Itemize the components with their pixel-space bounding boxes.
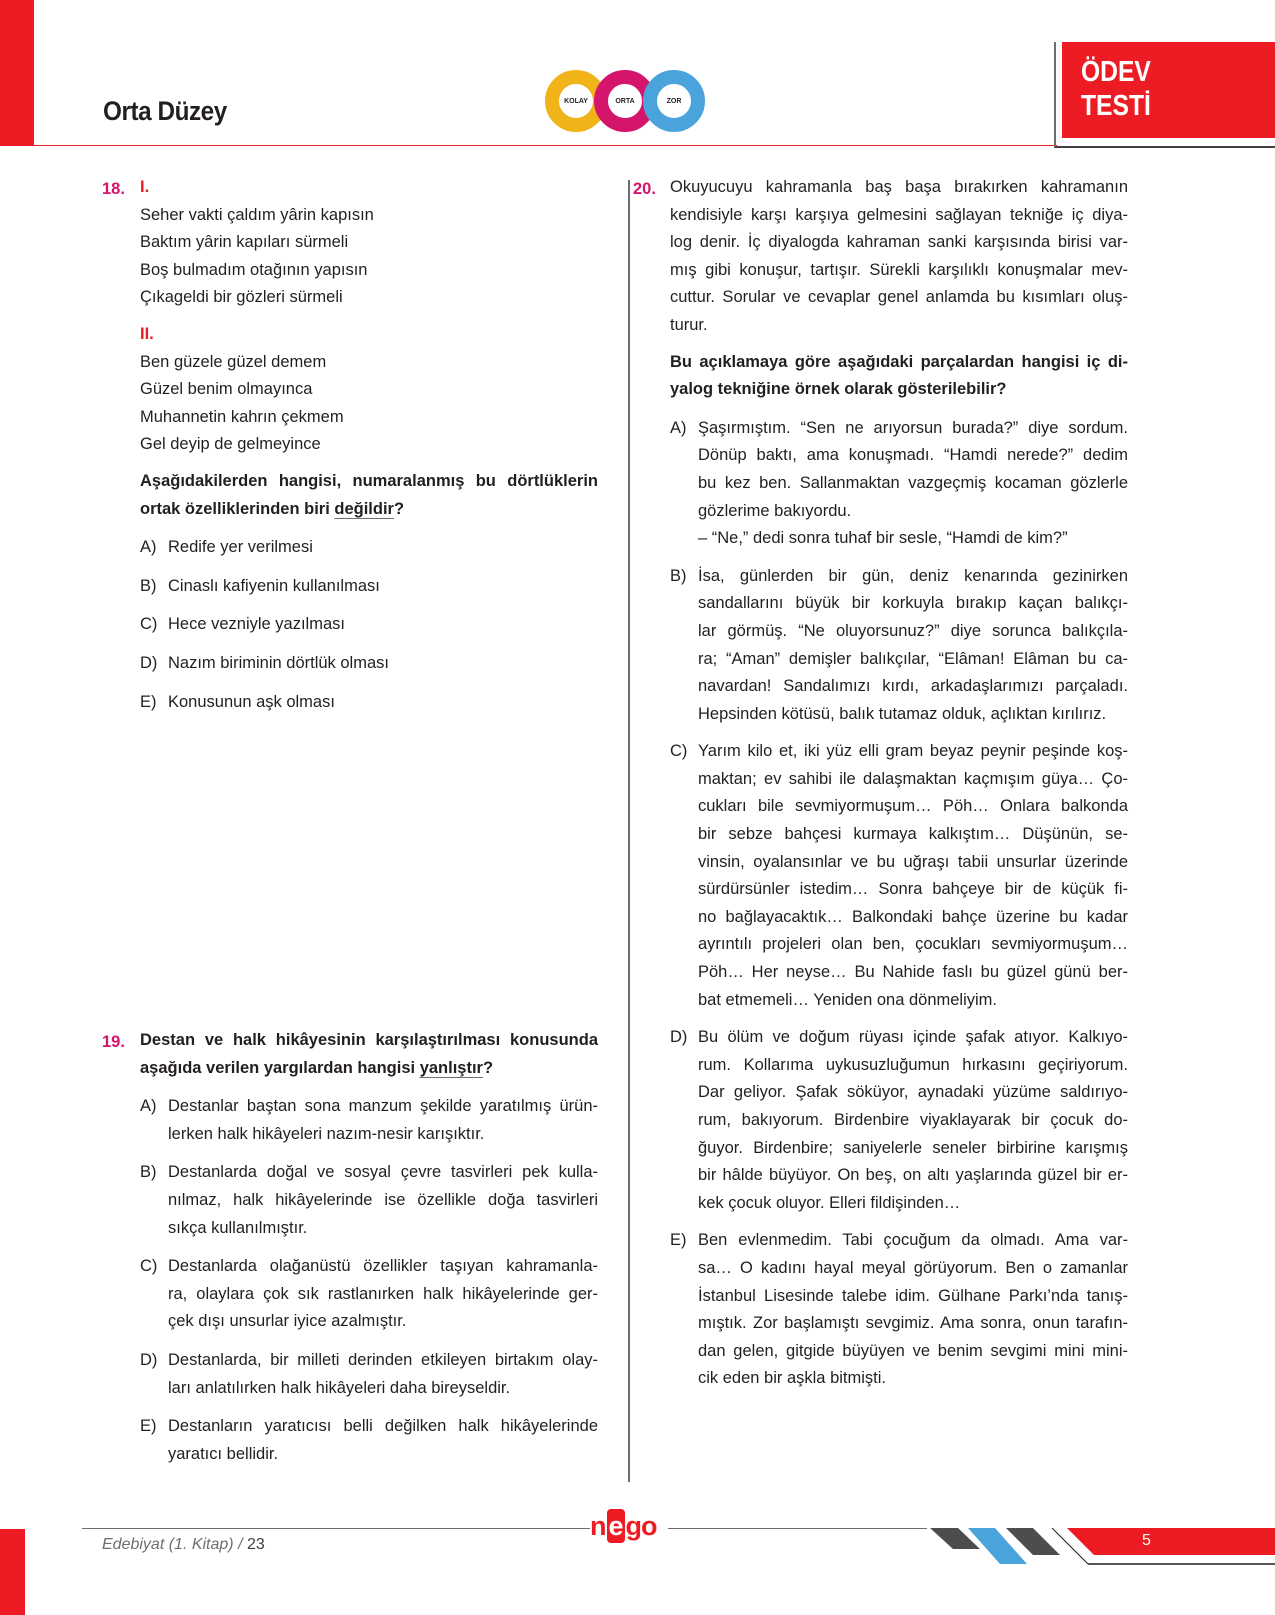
red-side-bar-bottom <box>0 1529 25 1615</box>
header-rule <box>0 145 1057 146</box>
question-stem <box>140 468 598 523</box>
option-line: yaratıcı bellidir. <box>168 1444 279 1463</box>
footer-stripes-decoration <box>930 1528 1275 1568</box>
option-line: Dönüp baktı, ama konuşmadı. “Hamdi nerede?” dedim <box>698 446 1128 465</box>
option-line: maktan; ev sahibi ile dalaşmaktan kaçmışım güya… Ço- <box>698 769 1128 788</box>
option-text: Konusunun aşk olması <box>168 692 335 711</box>
question-stem <box>670 349 1128 404</box>
column-divider <box>628 180 630 1482</box>
badge-line-1: ÖDEV <box>1081 56 1151 88</box>
intro-line: Okuyucuyu kahramanla baş başa bırakırken kahramanın <box>670 178 1128 196</box>
stem-text: ? <box>393 499 405 518</box>
option-line: ğuyor. Birdenbire; saniyelerle seneler birbirine karışmış <box>698 1138 1128 1157</box>
option-label: B) <box>140 576 157 595</box>
option-line: İsa, günlerden bir gün, deniz kenarında gezinirken <box>698 566 1128 585</box>
option-line: rum. Kollarıma uykusuzluğumun hırkasını geçiriyorum. <box>698 1055 1128 1074</box>
option-label: E) <box>140 692 157 711</box>
option-label: D) <box>140 1350 158 1369</box>
option-line: vinsin, oyalansınlar ve bu uğraşı tabii unsurlar üzerinde <box>698 852 1128 871</box>
option-line: dan gelen, gitgide büyüyen ve benim sevgimi mini mini- <box>698 1341 1128 1360</box>
option-line: Pöh… Her neyse… Bu Nahide faslı bu güzel günü ber- <box>698 963 1128 982</box>
page-number-tab <box>1067 1528 1275 1555</box>
intro-line: cuttur. Sorular ve cevaplar genel anlamda bu kısımları oluş- <box>670 288 1128 307</box>
answer-option-e[interactable] <box>140 1413 598 1468</box>
poem-line: Ben güzele güzel demem <box>140 352 327 371</box>
poem-line: Çıkageldi bir gözleri sürmeli <box>140 288 343 307</box>
stem-line: Bu açıklamaya göre aşağıdaki parçalardan hangisi iç di- <box>670 352 1128 371</box>
poem-line: Muhannetin kahrın çekmem <box>140 407 344 426</box>
answer-option-a[interactable] <box>140 534 598 562</box>
question-number: 20. <box>633 180 656 198</box>
stem-text: ortak özelliklerinden biri <box>140 499 335 518</box>
difficulty-rings-logo <box>545 70 710 135</box>
option-line: İstanbul Lisesinde talebe idim. Gülhane Parkı’nda tanış- <box>698 1286 1128 1305</box>
level-title: Orta Düzey <box>103 96 227 126</box>
option-line: ra; “Aman” demişler balıkçılar, “Elâman! Elâman bu ca- <box>698 649 1128 668</box>
stem-emphasis: değildir <box>334 499 394 518</box>
answer-option-d[interactable] <box>140 650 598 678</box>
option-label: D) <box>140 653 158 672</box>
answer-option-a[interactable] <box>140 1093 598 1148</box>
answer-option-a[interactable] <box>670 415 1128 553</box>
option-label: E) <box>670 1231 687 1250</box>
answer-option-e[interactable] <box>670 1227 1128 1393</box>
question-20 <box>670 174 1128 1393</box>
answer-option-e[interactable] <box>140 689 598 717</box>
option-line: Destanlarda doğal ve sosyal çevre tasvirleri pek kulla- <box>168 1163 598 1182</box>
option-label: A) <box>670 418 687 437</box>
option-line: – “Ne,” dedi sonra tuhaf bir sesle, “Hamdi de kim?” <box>698 529 1068 548</box>
option-line: bir hâlde büyüyor. On beş, on altı yaşlarında güzel bir er- <box>698 1166 1128 1185</box>
answer-option-d[interactable] <box>670 1024 1128 1217</box>
option-line: ları anlatılırken halk hikâyeleri daha bireyseldir. <box>168 1378 511 1397</box>
answer-option-b[interactable] <box>140 1159 598 1242</box>
option-label: D) <box>670 1028 688 1047</box>
option-line: ra, olaylara çok sık rastlanırken halk hikâyelerinde ger- <box>168 1284 598 1303</box>
option-line: ayrıntılı projeleri olan ben, çocukları sevmiyormuşum… <box>698 935 1128 954</box>
option-label: B) <box>670 566 687 585</box>
option-line: Bu ölüm ve doğum rüyası içinde şafak atıyor. Kalkıyo- <box>698 1028 1128 1047</box>
poem-line: Gel deyip de gelmeyince <box>140 435 321 454</box>
option-line: navardan! Sandalımızı kırdı, arkadaşlarımızı parçaladı. <box>698 677 1128 696</box>
option-line: cik eden bir aşkla bitmişti. <box>698 1369 886 1388</box>
option-line: çek dışı unsurlar iyice azalmıştır. <box>168 1312 407 1331</box>
answer-option-c[interactable] <box>670 738 1128 1014</box>
question-18 <box>140 174 598 716</box>
difficulty-label: KOLAY <box>564 97 588 105</box>
red-side-bar-top <box>0 0 34 146</box>
difficulty-label: ORTA <box>615 97 635 105</box>
answer-option-c[interactable] <box>140 611 598 639</box>
stem-text: aşağıda verilen yargılardan hangisi <box>140 1058 420 1077</box>
stem-line: Aşağıdakilerden hangisi, numaralanmış bu dörtlüklerin <box>140 471 598 490</box>
book-page: 23 <box>246 1536 265 1553</box>
option-label: C) <box>670 742 688 761</box>
option-line: lerken halk hikâyeleri nazım-nesir karışıktır. <box>168 1124 485 1143</box>
book-title: Edebiyat (1. Kitap) / <box>102 1536 247 1553</box>
poem-label: I. <box>140 178 150 196</box>
option-line: cukları bile sevmiyormuşum… Pöh… Onlara balkonda <box>698 797 1128 816</box>
poem-line: Baktım yârin kapıları sürmeli <box>140 233 349 252</box>
badge-line-2: TESTİ <box>1081 90 1151 122</box>
option-line: rum, bakıyorum. Birdenbire viyaklayarak bir çocuk do- <box>698 1111 1128 1129</box>
option-line: sürdürsünler istedim… Sonra bahçeye bir de küçük fi- <box>698 880 1128 899</box>
option-text: Nazım biriminin dörtlük olması <box>168 653 389 672</box>
answer-option-c[interactable] <box>140 1253 598 1336</box>
footer-rule <box>82 1528 590 1529</box>
option-line: nılmaz, halk hikâyelerinde ise özellikle doğa tasvirleri <box>168 1190 598 1209</box>
poem-line: Güzel benim olmayınca <box>140 380 313 399</box>
question-intro <box>670 174 1128 340</box>
option-text: Hece vezniyle yazılması <box>168 615 345 634</box>
option-line: Şaşırmıştım. “Sen ne arıyorsun burada?” diye sordum. <box>698 418 1128 437</box>
option-line: Destanlar baştan sona manzum şekilde yaratılmış ürün- <box>168 1097 598 1116</box>
intro-line: turur. <box>670 315 708 334</box>
stem-line: yalog tekniğine örnek olarak gösterilebilir? <box>670 380 1007 399</box>
difficulty-label: ZOR <box>666 97 682 105</box>
difficulty-ring-zor <box>643 70 705 132</box>
option-line: Dar geliyor. Şafak söküyor, aynadaki yüzüme saldırıyo- <box>698 1083 1128 1102</box>
question-stem <box>140 1027 598 1082</box>
option-line: kek çocuk oluyor. Elleri fildişinden… <box>698 1193 961 1212</box>
question-number: 19. <box>102 1033 125 1051</box>
option-line: gözlerime bakıyordu. <box>698 501 852 520</box>
page-number: 5 <box>1142 1532 1151 1549</box>
option-line: bat etmemeli… Yeniden ona dönmeliyim. <box>698 990 998 1009</box>
option-label: A) <box>140 1097 157 1116</box>
option-line: Hepsinden kötüsü, balık tutamaz olduk, açlıktan kırılırız. <box>698 704 1107 723</box>
question-19 <box>140 1027 598 1468</box>
option-line: no bağlayacaktık… Balkondaki bahçe üzerine bu kadar <box>698 907 1128 926</box>
option-line: Yarım kilo et, iki yüz elli gram beyaz peynir peşinde koş- <box>698 742 1128 761</box>
option-label: C) <box>140 1257 158 1276</box>
option-line: Ben evlenmedim. Tabi çocuğum da olmadı. Ama var- <box>698 1231 1128 1250</box>
stem-emphasis: yanlıştır <box>419 1058 483 1077</box>
option-label: B) <box>140 1163 157 1182</box>
poem-label: II. <box>140 324 154 343</box>
option-text: Cinaslı kafiyenin kullanılması <box>168 576 380 595</box>
footer-rule <box>668 1528 927 1529</box>
option-line: lar görmüş. “Ne oluyorsunuz?” diye sorunca balıkçıla- <box>698 621 1128 640</box>
option-line: sıkça kullanılmıştır. <box>168 1218 308 1237</box>
intro-line: kendisiyle karşı karşıya gelmesini sağlayan tekniğe iç diya- <box>670 205 1128 224</box>
intro-line: mış gibi konuşur, tartışır. Sürekli karşılıklı konuşmalar mev- <box>670 260 1128 279</box>
option-line: bir sebze bahçesi kurmaya kalkıştım… Düşünün, se- <box>698 825 1128 844</box>
option-label: C) <box>140 615 158 634</box>
stem-line: Destan ve halk hikâyesinin karşılaştırılması konusunda <box>140 1031 598 1049</box>
poem-line: Boş bulmadım otağının yapısın <box>140 260 368 279</box>
option-text: Redife yer verilmesi <box>168 538 313 557</box>
option-line: sandallarını büyük bir korkuyla bırakıp kaçan balıkçı- <box>698 594 1128 613</box>
publisher-logo: n e go <box>590 1511 657 1541</box>
answer-option-d[interactable] <box>140 1347 598 1402</box>
option-label: A) <box>140 538 157 557</box>
poem-line: Seher vakti çaldım yârin kapısın <box>140 205 374 224</box>
intro-line: log denir. İç diyalogda kahraman sanki karşısında birisi var- <box>670 233 1128 252</box>
option-line: Destanların yaratıcısı belli değilken halk hikâyelerinde <box>168 1417 598 1436</box>
option-line: Destanlarda, bir milleti derinden etkileyen birtakım olay- <box>168 1350 598 1369</box>
answer-option-b[interactable] <box>140 573 598 601</box>
option-line: bu kez ben. Sallanmaktan vazgeçmiş kocaman gözlerle <box>698 473 1128 492</box>
question-number: 18. <box>102 180 125 198</box>
option-line: mıştık. Zor başlamıştı sevgimiz. Ama sonra, onun tarafın- <box>698 1314 1128 1333</box>
book-reference <box>102 1536 265 1554</box>
answer-option-b[interactable] <box>670 563 1128 729</box>
homework-test-badge <box>1062 42 1275 138</box>
option-label: E) <box>140 1417 157 1436</box>
stem-text: ? <box>482 1058 494 1077</box>
option-line: sa… O kadını hayal meyal görüyorum. Ben o zamanlar <box>698 1258 1128 1277</box>
option-line: Destanlarda olağanüstü özellikler taşıyan kahramanla- <box>168 1257 598 1276</box>
